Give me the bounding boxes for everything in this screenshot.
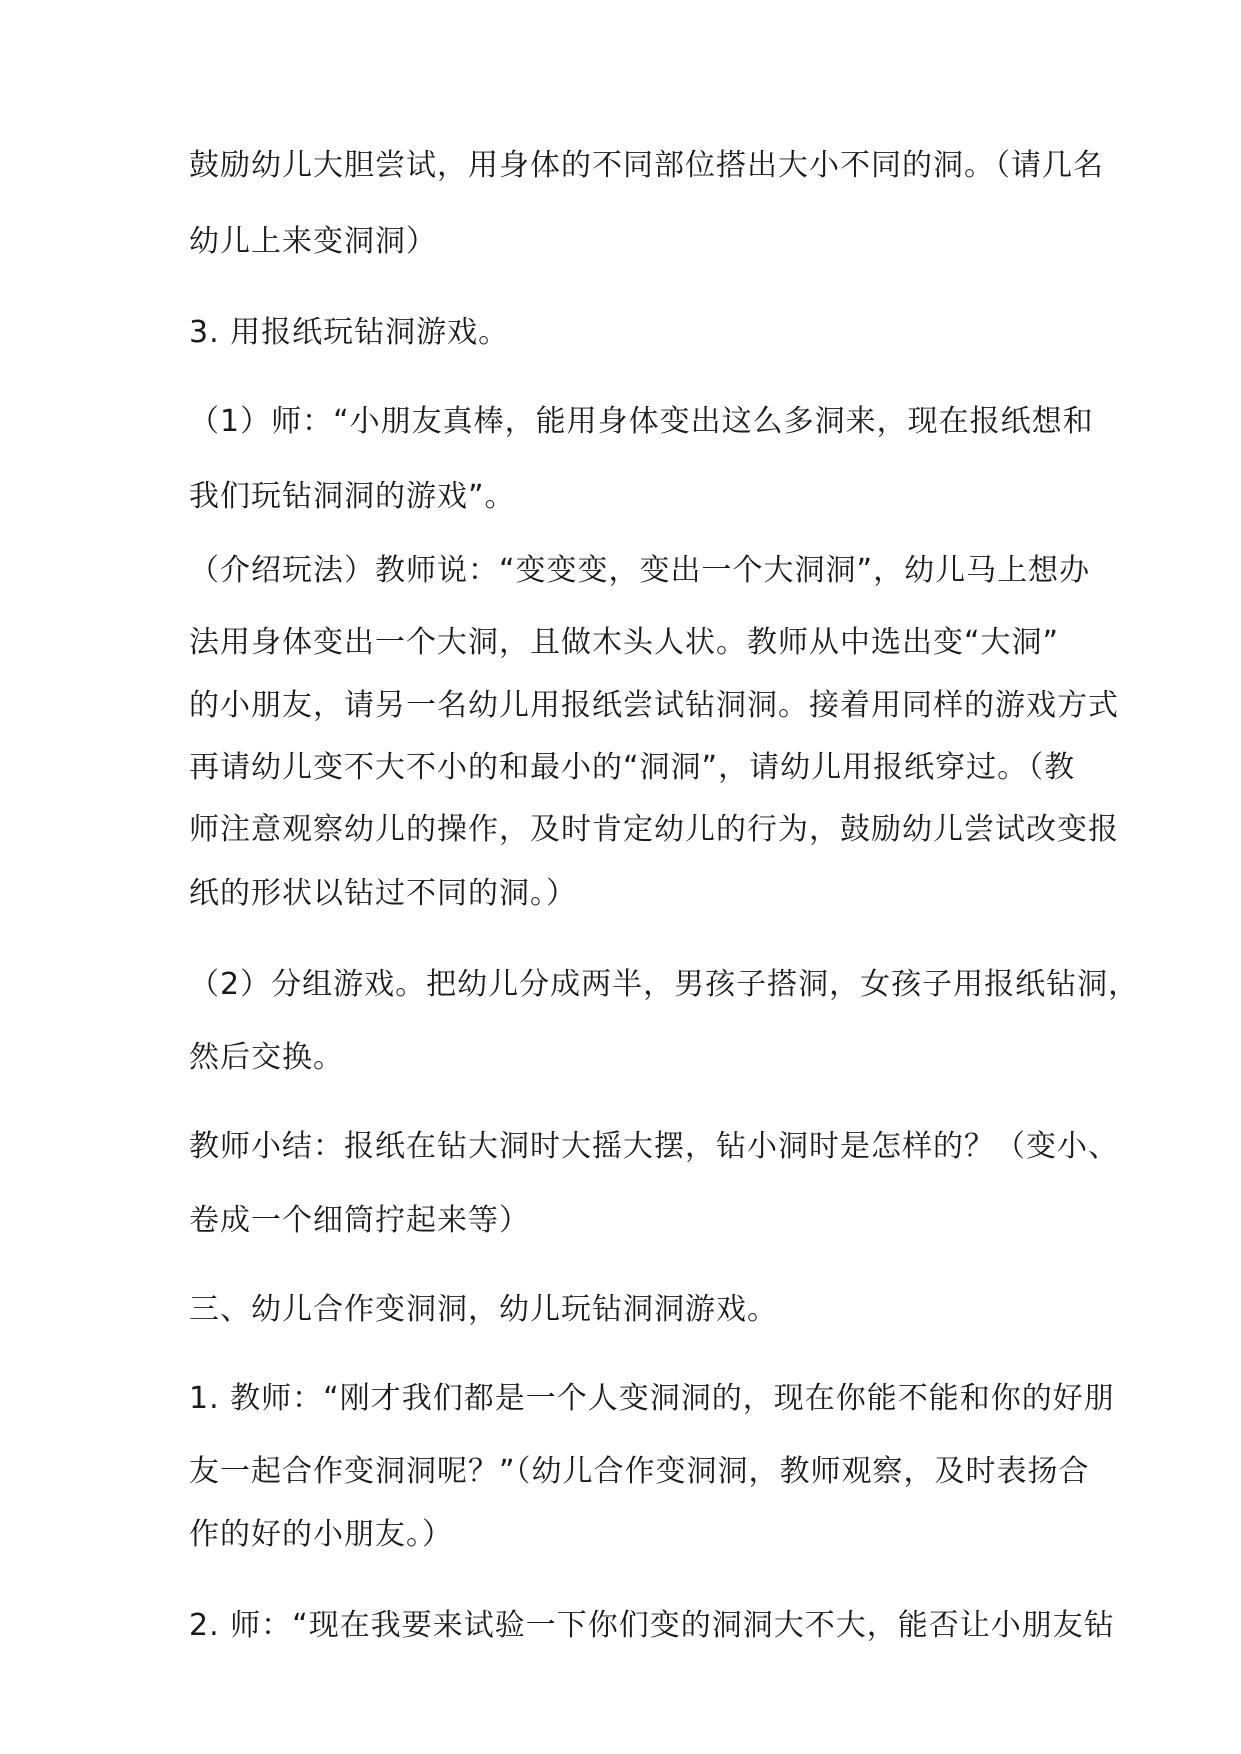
text-line: 三、幼儿合作变洞洞，幼儿玩钻洞洞游戏。: [189, 1292, 778, 1327]
text-line: 再请幼儿变不大不小的和最小的“洞洞”，请幼儿用报纸穿过。（教: [189, 750, 1076, 785]
text-line: 法用身体变出一个大洞，且做木头人状。教师从中选出变“大洞”: [189, 625, 1060, 660]
text-line: 作的好的小朋友。）: [189, 1517, 453, 1552]
text-line: 鼓励幼儿大胆尝试，用身体的不同部位搭出大小不同的洞。（请几名: [189, 148, 1104, 183]
text-line: 纸的形状以钻过不同的洞。）: [189, 876, 577, 911]
text-line: （2）分组游戏。把幼儿分成两半，男孩子搭洞，女孩子用报纸钻洞，: [189, 967, 1140, 1002]
text-line: 1. 教师：“刚才我们都是一个人变洞洞的，现在你能不能和你的好朋: [189, 1381, 1115, 1416]
text-line: 的小朋友，请另一名幼儿用报纸尝试钻洞洞。接着用同样的游戏方式: [189, 688, 1119, 723]
text-line: 3. 用报纸玩钻洞游戏。: [189, 315, 510, 350]
text-line: 友一起合作变洞洞呢？”（幼儿合作变洞洞，教师观察，及时表扬合: [189, 1454, 1090, 1489]
text-line: 师注意观察幼儿的操作，及时肯定幼儿的行为，鼓励幼儿尝试改变报: [189, 812, 1119, 847]
text-line: 卷成一个细筒拧起来等）: [189, 1203, 530, 1238]
text-line: 然后交换。: [189, 1040, 344, 1075]
text-line: （1）师：“小朋友真棒，能用身体变出这么多洞来，现在报纸想和: [189, 404, 1094, 439]
text-line: （介绍玩法）教师说：“变变变，变出一个大洞洞”，幼儿马上想办: [189, 553, 1091, 588]
text-line: 2. 师：“现在我要来试验一下你们变的洞洞大不大，能否让小朋友钻: [189, 1608, 1115, 1643]
text-line: 幼儿上来变洞洞）: [189, 224, 437, 259]
text-line: 教师小结：报纸在钻大洞时大摇大摆，钻小洞时是怎样的？（变小、: [189, 1129, 1119, 1164]
text-line: 我们玩钻洞洞的游戏”。: [189, 479, 516, 514]
